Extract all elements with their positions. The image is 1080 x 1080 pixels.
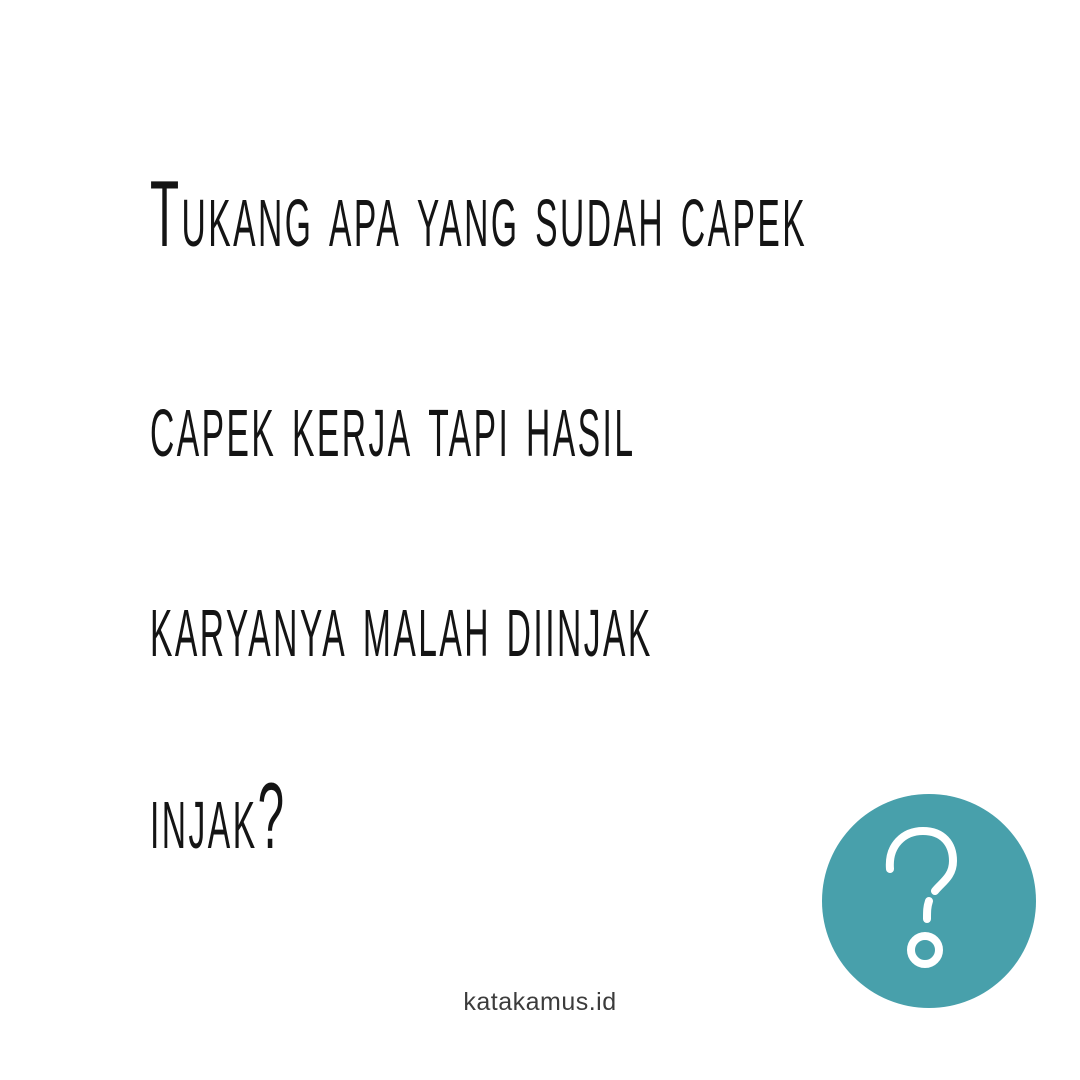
quote-line-2: capek kerja tapi hasil	[150, 371, 636, 477]
quote-line-4: injak?	[150, 763, 287, 869]
quote-line-3: karyanya malah diinjak	[150, 571, 653, 677]
question-mark-icon	[883, 825, 975, 977]
quote-line-1: Tukang apa yang sudah capek	[150, 161, 808, 267]
question-badge	[822, 794, 1036, 1008]
watermark-text: katakamus.id	[463, 988, 617, 1016]
